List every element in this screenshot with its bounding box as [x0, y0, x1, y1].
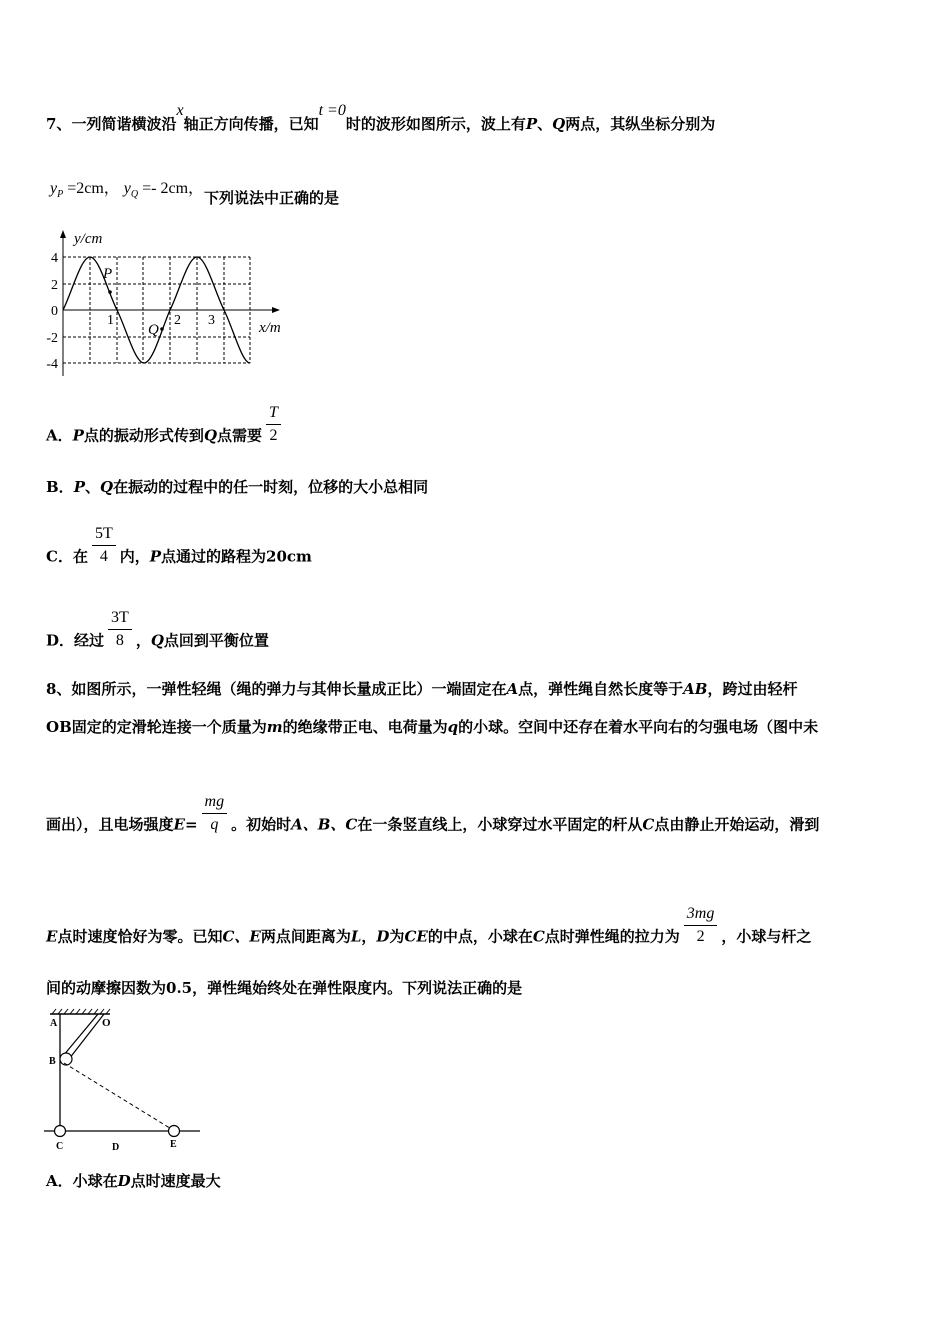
x-tick-label: 1: [107, 313, 114, 328]
y-tick-label: 0: [51, 304, 58, 319]
ball-C: [55, 1126, 66, 1137]
y-tick-label: 2: [51, 278, 58, 293]
q8-stem-line5: 间的动摩擦因数为0.5，弹性绳始终处在弹性限度内。下列说法正确的是: [46, 979, 523, 997]
q7-wave-graph: [38, 226, 298, 382]
y-tick-label: -2: [46, 331, 58, 346]
q8-stem-line3: 画出），且电场强度E= $\frac{mg}{q}$ 。初始时A、B、C在一条竖直线上，小球穿过水平固定的杆从C点由静止开始运动，滑到: [46, 793, 820, 834]
q8-stem-line4: E点时速度恰好为零。已知C、E两点间距离为L，D为CE的中点，小球在C点时弹性绳的拉力为 $\frac{3mg}{2}$ ，小球与杆之: [46, 905, 812, 946]
label-A: A: [50, 1018, 58, 1029]
fraction-3mg-over-2: $\frac{3mg}{2}$: [684, 904, 718, 947]
q7-option-D[interactable]: D．经过 $\frac{3T}{8}$ ，Q点回到平衡位置: [46, 609, 269, 650]
rod-OB-1: [63, 1014, 98, 1056]
var-x: x: [176, 102, 184, 119]
fraction-3T-over-8: $\frac{3T}{8}$: [108, 608, 132, 651]
x-tick-label: 3: [208, 313, 215, 328]
pulley: [60, 1053, 72, 1065]
label-P: P: [103, 266, 113, 282]
x-axis-arrow: [272, 307, 280, 313]
ball-E: [169, 1126, 180, 1137]
rope-BE: [64, 1063, 173, 1130]
q7-option-A[interactable]: A．P点的振动形式传到Q点需要 $\frac{T}{2}$: [46, 415, 285, 458]
label-B: B: [49, 1056, 56, 1067]
q8-stem-line2: OB固定的定滑轮连接一个质量为m的绝缘带正电、电荷量为q的小球。空间中还存在着水平向右的匀强电场（图中未: [46, 718, 819, 736]
q7-stem-line2: $y_P =2cm$， $y_Q =- 2cm$，下列说法中正确的是: [50, 180, 340, 207]
q7-option-C[interactable]: C．在 $\frac{5T}{4}$ 内，P点通过的路程为20cm: [46, 525, 312, 566]
label-D: D: [112, 1142, 120, 1153]
x-tick-label: 2: [174, 313, 181, 328]
y-axis-arrow: [60, 230, 66, 238]
x-axis-label: x/m: [259, 320, 281, 336]
fraction-mg-over-q: $\frac{mg}{q}$: [202, 792, 228, 835]
point-Q: [160, 327, 164, 331]
q7-number: 7、: [46, 115, 72, 133]
label-Q: Q: [148, 322, 159, 338]
y-tick-label: 4: [51, 251, 58, 266]
q8-stem-line1: 8、如图所示，一弹性轻绳（绳的弹力与其伸长量成正比）一端固定在A点，弹性绳自然长度等于AB，跨过由轻杆: [46, 680, 798, 698]
q8-option-A[interactable]: A．小球在D点时速度最大: [46, 1172, 221, 1190]
rod-OB-2: [69, 1014, 104, 1059]
fraction-5T-over-4: $\frac{5T}{4}$: [92, 524, 116, 567]
q8-pulley-figure: [40, 1006, 210, 1156]
label-C: C: [56, 1141, 64, 1152]
q7-stem-line1: 7、一列简谐横波沿x轴正方向传播，已知t =0时的波形如图所示，波上有P、Q两点，其纵坐标分别为: [46, 102, 716, 133]
label-O: O: [102, 1017, 111, 1029]
y-tick-label: -4: [46, 357, 58, 372]
point-P: [108, 290, 112, 294]
label-E: E: [170, 1139, 177, 1150]
q7-option-B[interactable]: B．P、Q在振动的过程中的任一时刻，位移的大小总相同: [46, 478, 429, 496]
fraction-T-over-2: $\frac{T}{2}$: [266, 403, 281, 446]
t-equals-zero: t =0: [318, 102, 346, 119]
y-axis-label: y/cm: [74, 231, 103, 247]
